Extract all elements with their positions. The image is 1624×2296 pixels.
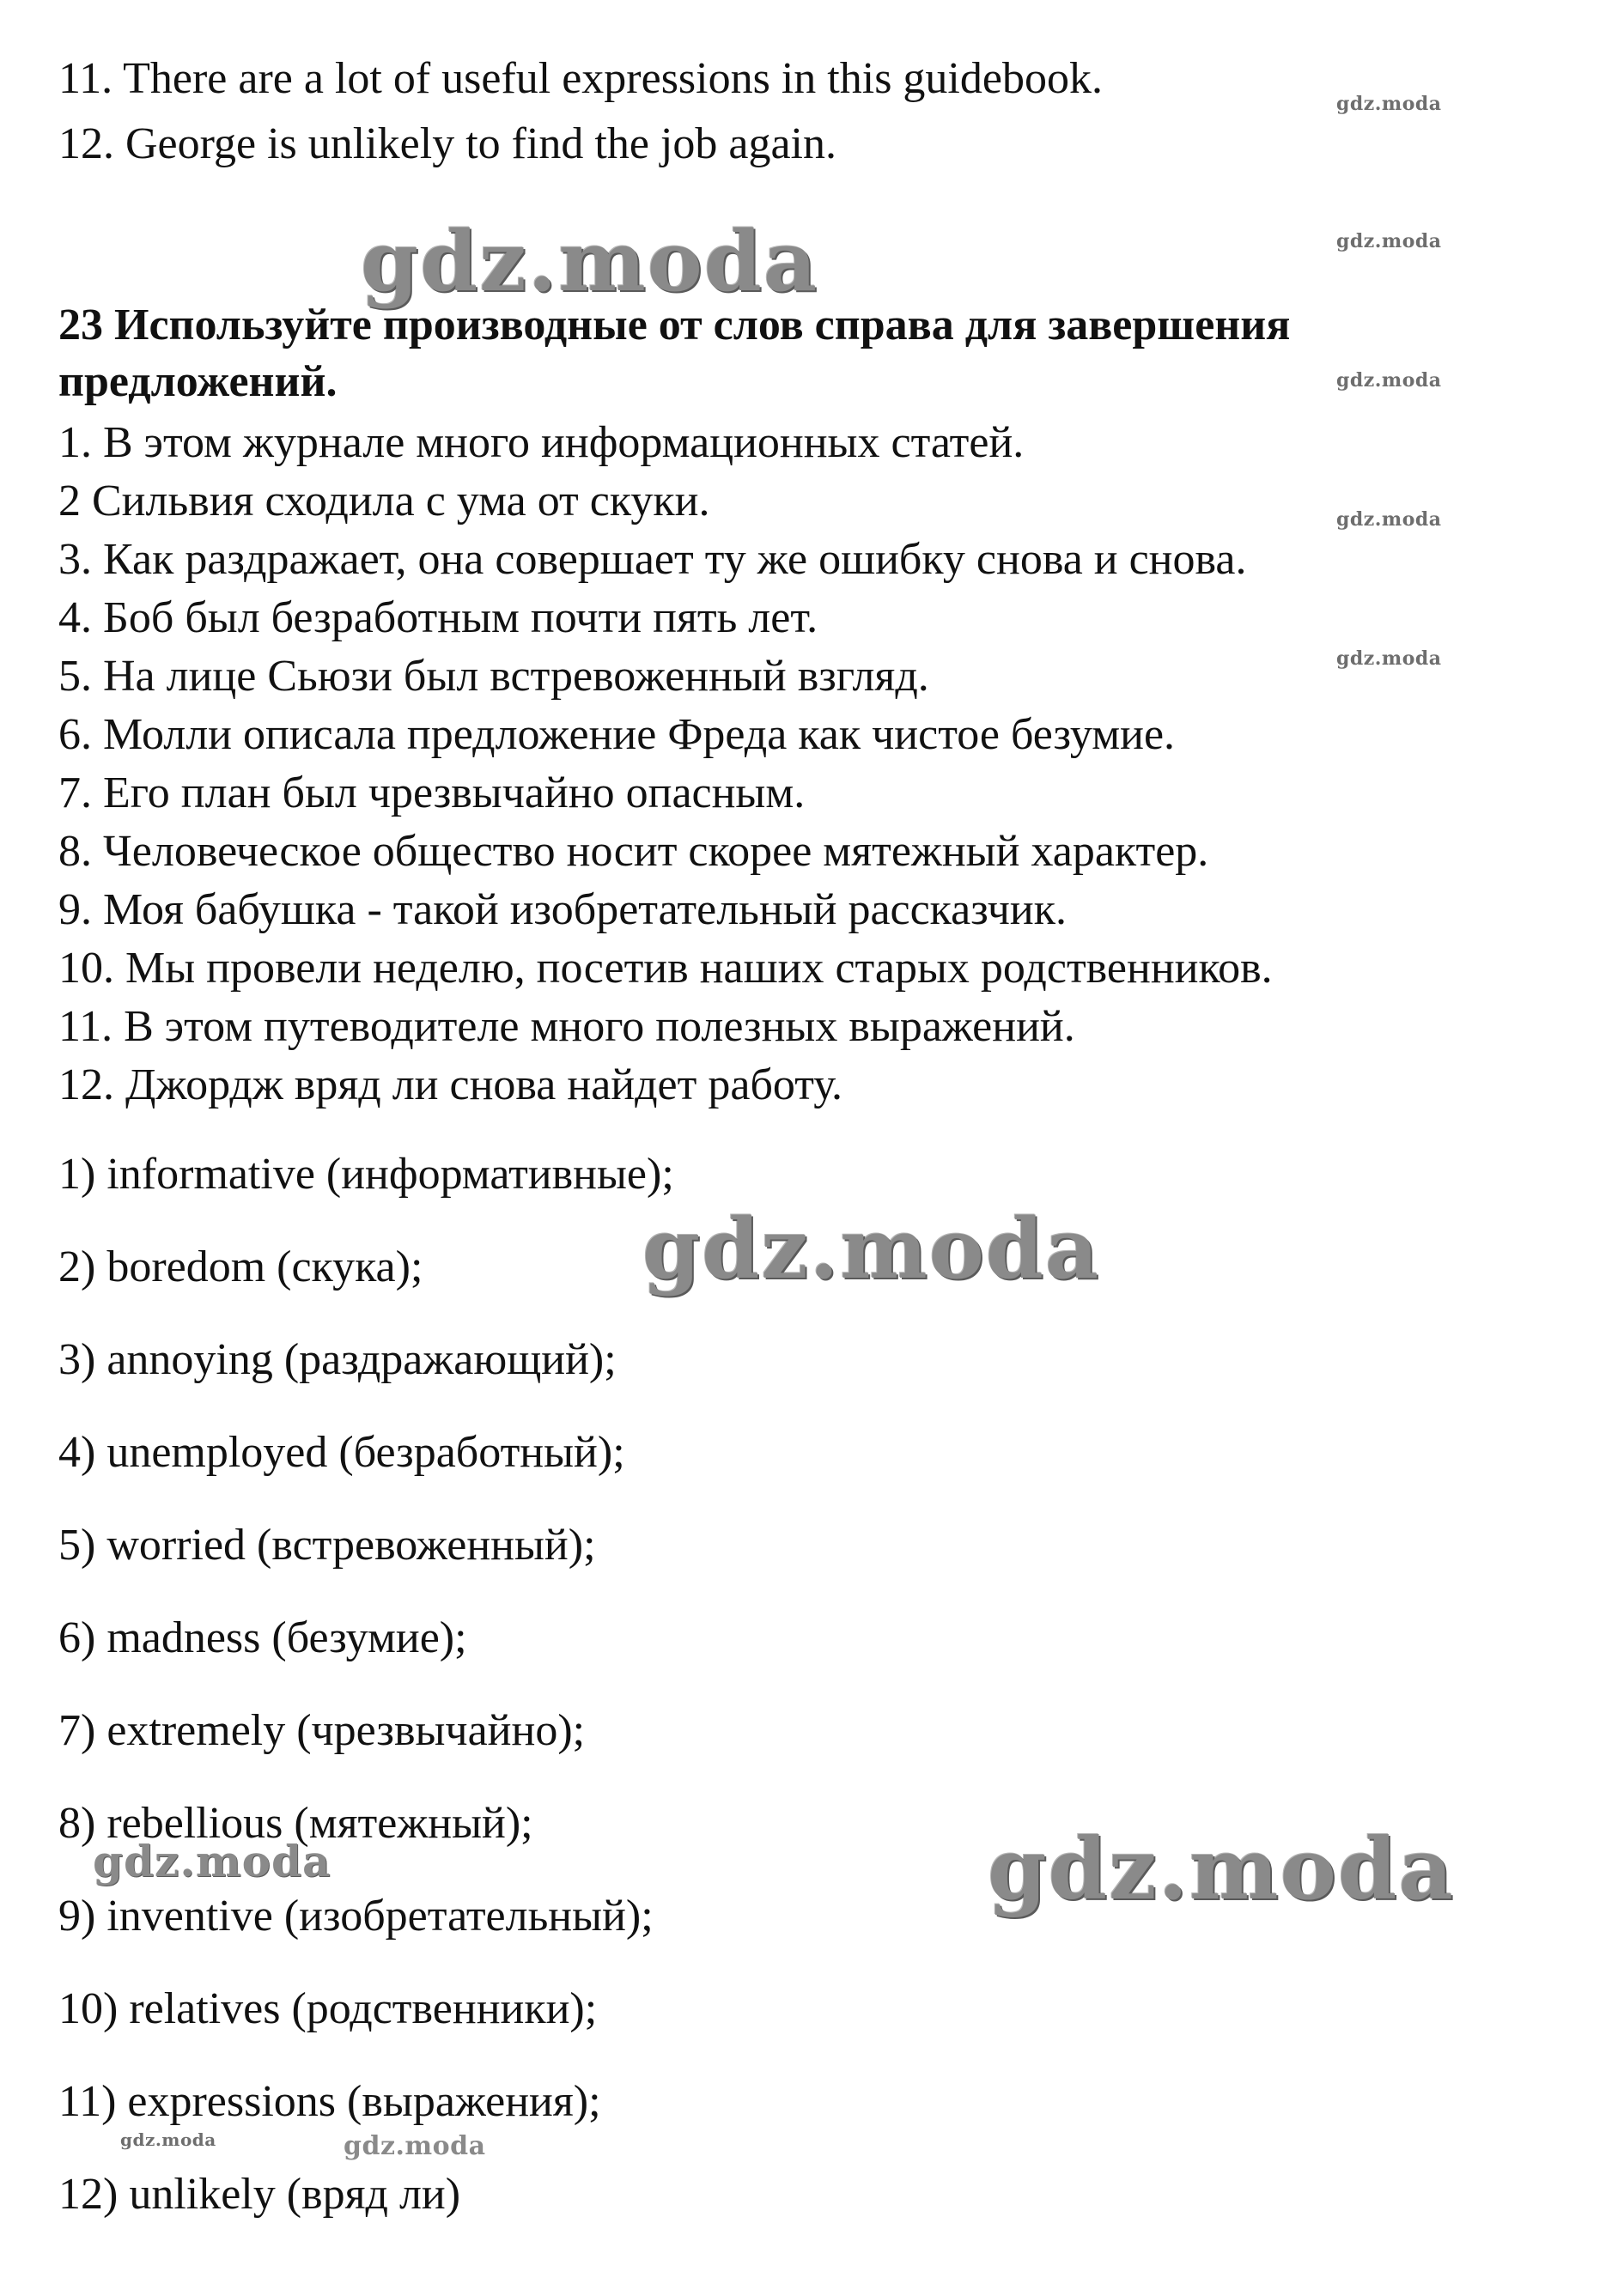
watermark: gdz.moda: [1336, 93, 1442, 115]
answer-9: 9) inventive (изобретательный);: [58, 1892, 654, 1941]
watermark: gdz.moda: [642, 1200, 1101, 1297]
answer-8: 8) rebellious (мятежный);: [58, 1799, 533, 1848]
watermark: gdz.moda: [1336, 230, 1442, 252]
translation-6: 6. Молли описала предложение Фреда как чистое безумие.: [58, 710, 1176, 759]
translation-4: 4. Боб был безработным почти пять лет.: [58, 593, 818, 642]
translation-10: 10. Мы провели неделю, посетив наших старых родственников.: [58, 944, 1273, 993]
answer-4: 4) unemployed (безработный);: [58, 1428, 625, 1477]
answer-7: 7) extremely (чрезвычайно);: [58, 1706, 586, 1755]
translation-5: 5. На лице Сьюзи был встревоженный взгляд.: [58, 652, 929, 701]
answer-6: 6) madness (безумие);: [58, 1613, 467, 1662]
translation-7: 7. Его план был чрезвычайно опасным.: [58, 768, 806, 817]
answer-2: 2) boredom (скука);: [58, 1242, 423, 1291]
answer-11: 11) expressions (выражения);: [58, 2077, 601, 2126]
translation-3: 3. Как раздражает, она совершает ту же ошибку снова и снова.: [58, 535, 1247, 584]
watermark: gdz.moda: [1336, 647, 1442, 670]
answer-12: 12) unlikely (вряд ли): [58, 2170, 461, 2219]
task-heading: 23 Используйте производные от слов справа для завершения предложений.: [58, 301, 1291, 406]
watermark: gdz.moda: [1336, 369, 1442, 392]
translation-12: 12. Джордж вряд ли снова найдет работу.: [58, 1060, 843, 1109]
answer-1: 1) informative (информативные);: [58, 1150, 674, 1199]
translation-1: 1. В этом журнале много информационных статей.: [58, 418, 1025, 467]
answer-3: 3) annoying (раздражающий);: [58, 1335, 617, 1384]
watermark: gdz.moda: [988, 1820, 1455, 1919]
english-sentence-12: 12. George is unlikely to find the job again.: [58, 119, 836, 168]
translation-11: 11. В этом путеводителе много полезных выражений.: [58, 1002, 1075, 1051]
english-sentence-11: 11. There are a lot of useful expressions in this guidebook.: [58, 54, 1103, 103]
translation-8: 8. Человеческое общество носит скорее мятежный характер.: [58, 827, 1209, 876]
translation-9: 9. Моя бабушка - такой изобретательный рассказчик.: [58, 885, 1067, 934]
watermark: gdz.moda: [361, 213, 819, 310]
watermark: gdz.moda: [120, 2129, 216, 2150]
watermark: gdz.moda: [1336, 508, 1442, 531]
watermark: gdz.moda: [93, 1836, 331, 1886]
answer-5: 5) worried (встревоженный);: [58, 1521, 596, 1570]
answer-10: 10) relatives (родственники);: [58, 1984, 598, 2033]
watermark: gdz.moda: [344, 2131, 486, 2161]
translation-2: 2 Сильвия сходила с ума от скуки.: [58, 477, 710, 525]
